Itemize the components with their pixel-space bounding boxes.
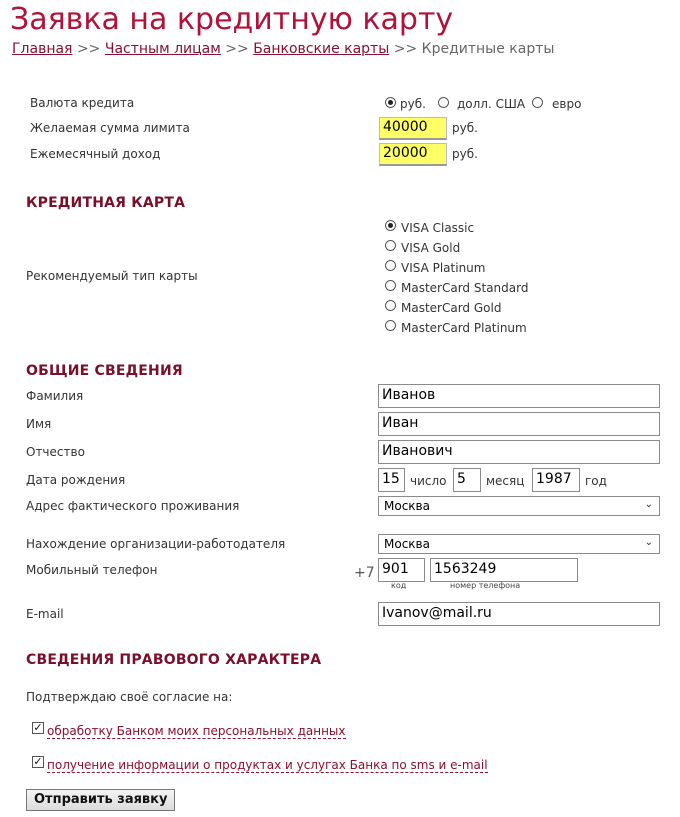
card-option-label: MasterCard Standard — [401, 281, 529, 295]
page-title: Заявка на кредитную карту — [10, 2, 454, 37]
card-radio-mc-platinum[interactable] — [385, 320, 396, 331]
breadcrumb — [12, 41, 554, 57]
income-input[interactable]: 20000 — [379, 143, 447, 166]
dob-month-unit: месяц — [486, 474, 525, 488]
breadcrumb-current: Кредитные карты — [421, 41, 555, 57]
currency-option-label: руб. — [400, 97, 426, 111]
address-label: Адрес фактического проживания — [26, 499, 240, 513]
consent-intro: Подтверждаю своё согласие на: — [26, 690, 233, 704]
address-select[interactable] — [378, 496, 660, 516]
card-section-heading: КРЕДИТНАЯ КАРТА — [26, 195, 186, 211]
limit-unit: руб. — [452, 121, 478, 135]
card-option-label: VISA Gold — [401, 241, 461, 255]
name-label: Имя — [26, 417, 52, 431]
card-type-label: Рекомендуемый тип карты — [26, 269, 198, 283]
submit-button[interactable]: Отправить заявку — [26, 789, 175, 811]
dob-day-input[interactable]: 15 — [378, 468, 405, 492]
surname-input[interactable]: Иванов — [378, 384, 660, 408]
breadcrumb-separator: >> — [393, 41, 418, 57]
consent-1-checkbox[interactable] — [32, 722, 44, 734]
phone-code-caption: код — [391, 581, 407, 590]
checkmark-icon: ✓ — [33, 721, 43, 734]
card-option-label: VISA Platinum — [401, 261, 486, 275]
employer-select[interactable] — [378, 534, 660, 554]
card-option-label: MasterCard Platinum — [401, 321, 527, 335]
currency-radio-usd[interactable] — [438, 97, 449, 108]
card-radio-visa-gold[interactable] — [385, 240, 396, 251]
patronymic-input[interactable]: Иванович — [378, 440, 660, 464]
consent-2-link[interactable]: получение информации о продуктах и услугах Банка по sms и e-mail — [47, 758, 488, 772]
dob-label: Дата рождения — [26, 473, 126, 487]
card-radio-mc-standard[interactable] — [385, 280, 396, 291]
chevron-down-icon: ⌄ — [644, 537, 653, 548]
employer-label: Нахождение организации-работодателя — [26, 537, 286, 551]
email-label: E-mail — [26, 607, 64, 621]
phone-number-input[interactable]: 1563249 — [430, 558, 578, 582]
currency-label: Валюта кредита — [30, 96, 135, 110]
income-unit: руб. — [452, 147, 478, 161]
currency-option-label: евро — [552, 97, 582, 111]
dob-year-input[interactable]: 1987 — [532, 468, 580, 492]
checkmark-icon: ✓ — [33, 755, 43, 768]
consent-1-link[interactable]: обработку Банком моих персональных данных — [47, 724, 346, 738]
consent-2-checkbox[interactable] — [32, 756, 44, 768]
phone-code-input[interactable]: 901 — [378, 558, 425, 582]
dob-day-unit: число — [410, 474, 447, 488]
patronymic-label: Отчество — [26, 445, 85, 459]
name-input[interactable]: Иван — [378, 412, 660, 436]
card-option-label: VISA Classic — [401, 221, 475, 235]
currency-option-label: долл. США — [457, 97, 526, 111]
card-radio-visa-platinum[interactable] — [385, 260, 396, 271]
card-option-label: MasterCard Gold — [401, 301, 502, 315]
general-section-heading: ОБЩИЕ СВЕДЕНИЯ — [26, 363, 183, 379]
breadcrumb-cards[interactable]: Банковские карты — [253, 41, 390, 57]
income-label: Ежемесячный доход — [30, 147, 161, 161]
card-radio-visa-classic[interactable] — [385, 220, 396, 231]
email-input[interactable]: Ivanov@mail.ru — [378, 602, 660, 626]
employer-select-value: Москва — [384, 537, 430, 551]
limit-input[interactable]: 40000 — [379, 117, 447, 140]
phone-number-caption: номер телефона — [450, 581, 521, 590]
dob-year-unit: год — [585, 474, 607, 488]
dob-month-input[interactable]: 5 — [453, 468, 481, 492]
limit-label: Желаемая сумма лимита — [30, 121, 190, 135]
address-select-value: Москва — [384, 499, 430, 513]
breadcrumb-home[interactable]: Главная — [12, 41, 73, 57]
currency-radio-rub[interactable] — [385, 97, 396, 108]
card-radio-mc-gold[interactable] — [385, 300, 396, 311]
breadcrumb-separator: >> — [225, 41, 249, 57]
legal-section-heading: СВЕДЕНИЯ ПРАВОВОГО ХАРАКТЕРА — [26, 652, 322, 668]
phone-label: Мобильный телефон — [26, 563, 158, 577]
surname-label: Фамилия — [26, 389, 84, 403]
currency-radio-eur[interactable] — [532, 97, 543, 108]
breadcrumb-separator: >> — [76, 41, 101, 57]
phone-prefix: +7 — [354, 565, 375, 581]
chevron-down-icon: ⌄ — [644, 499, 653, 510]
breadcrumb-private[interactable]: Частным лицам — [104, 41, 221, 57]
